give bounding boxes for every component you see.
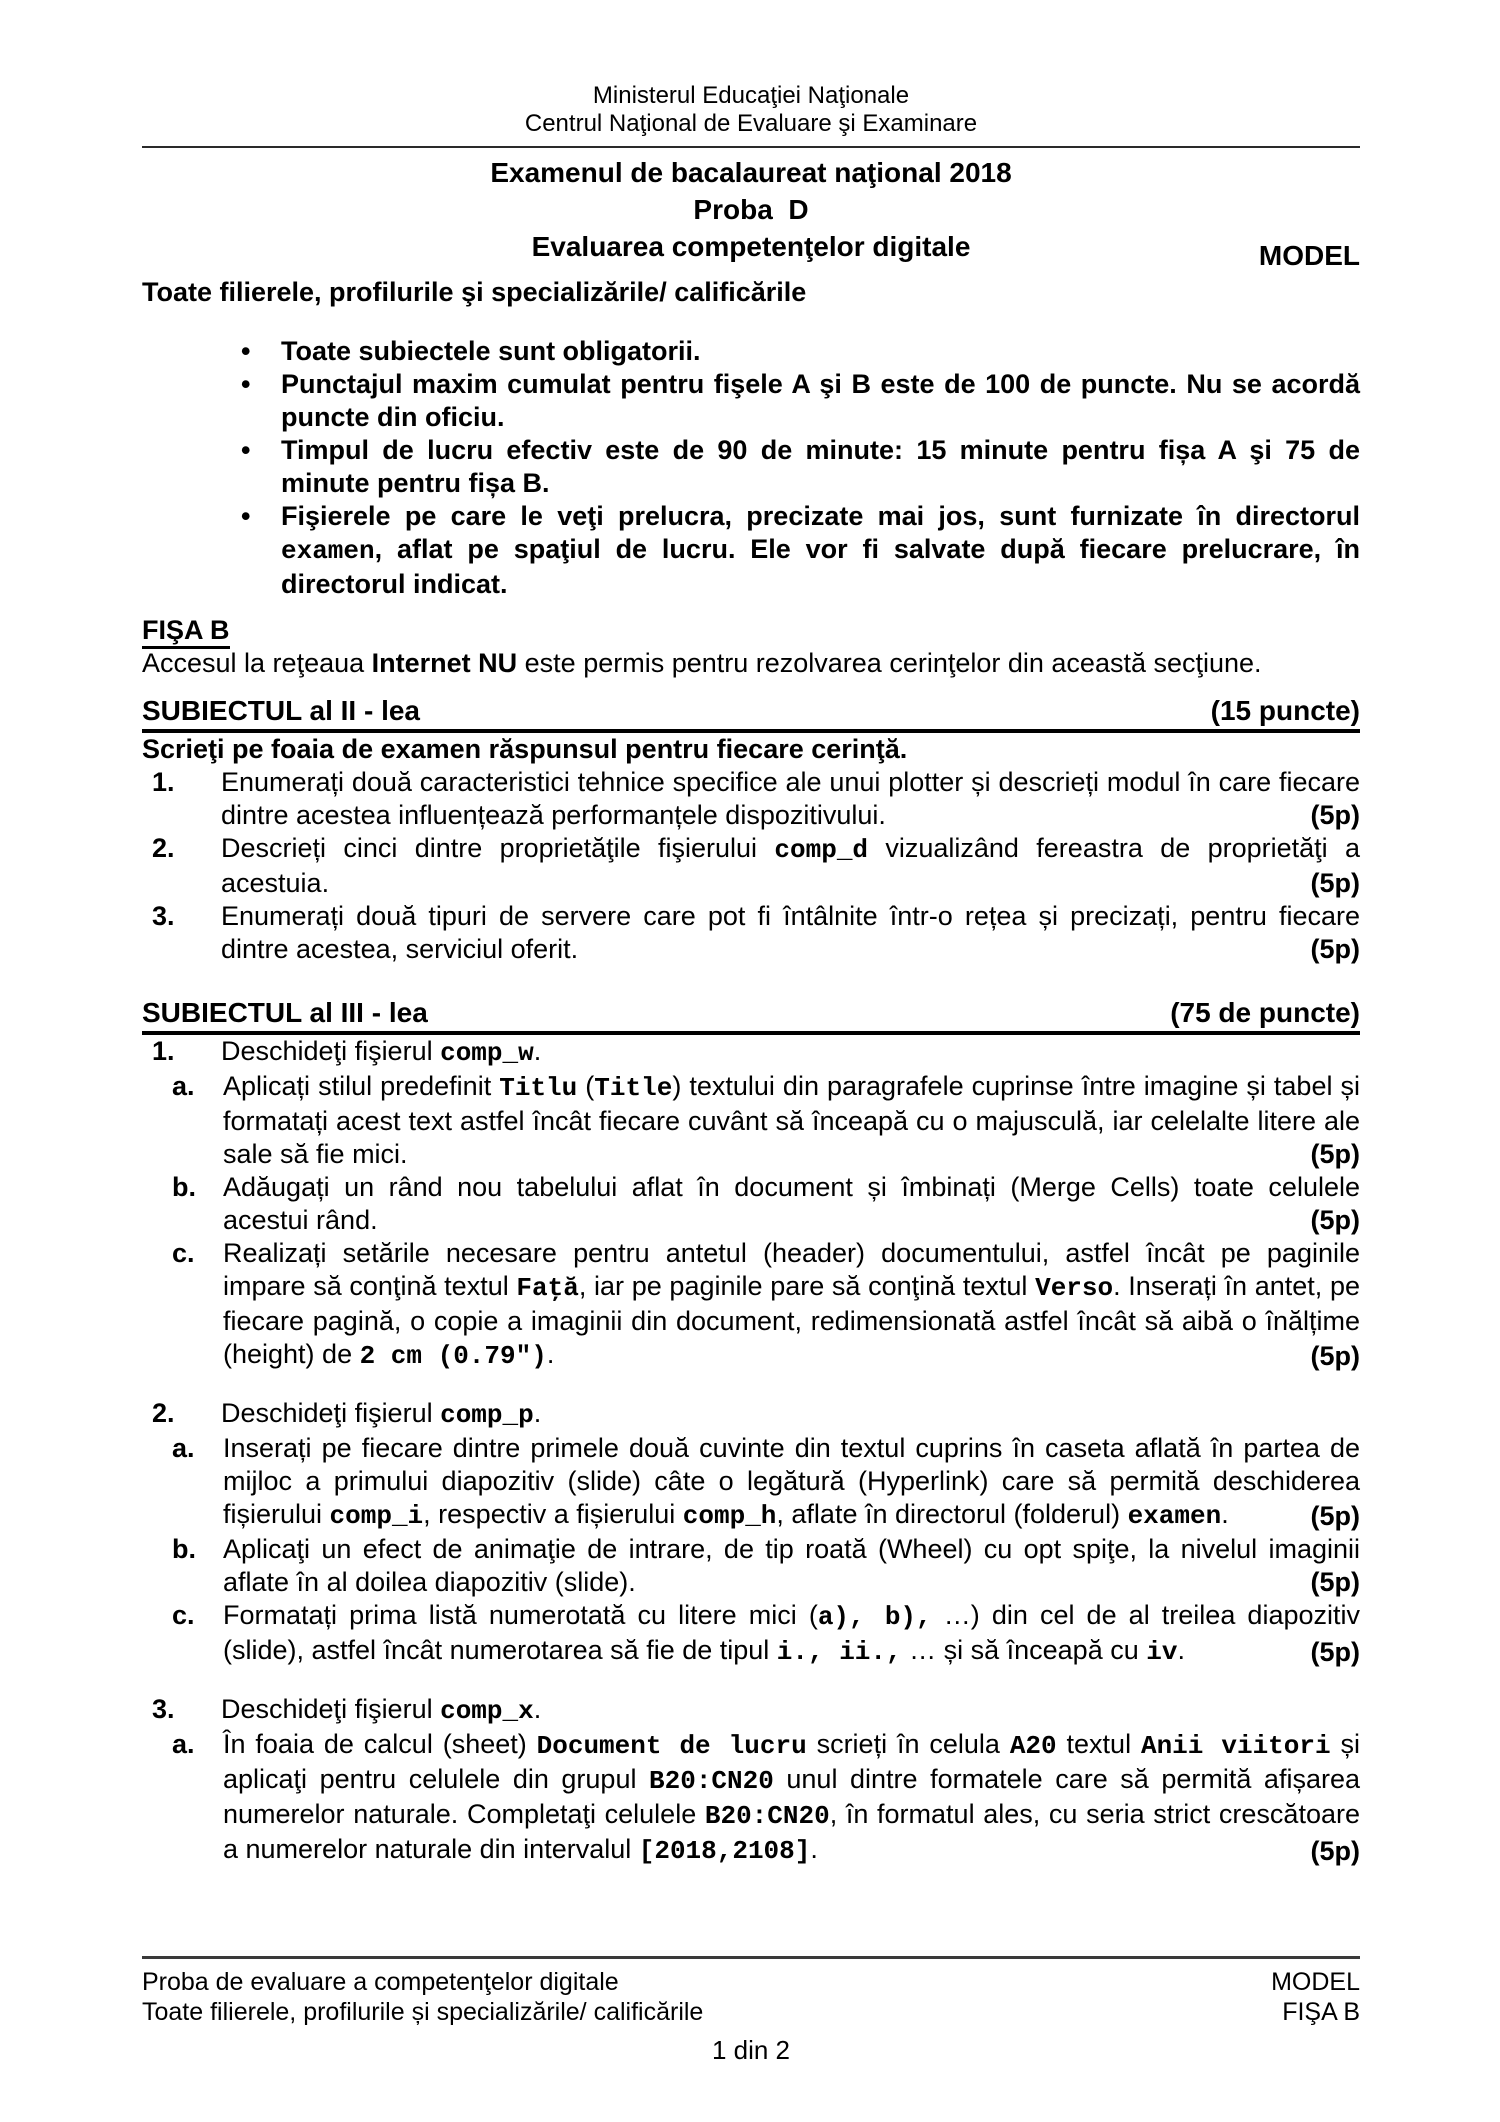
subtask-a [142, 1728, 1360, 1868]
footer-fisa-label: FIŞA B [1282, 1998, 1360, 2026]
footer-audience: Toate filierele, profilurile și specializările/ calificările [142, 1998, 704, 2026]
subject3-heading-text: SUBIECTUL al III - lea [142, 997, 428, 1028]
bullet-icon: • [241, 369, 251, 399]
subject2-heading-text: SUBIECTUL al II - lea [142, 695, 420, 726]
general-notes-list [142, 335, 1360, 601]
subject2-item-3 [142, 900, 1360, 966]
points-badge: (5p) [1303, 799, 1361, 832]
list-item [142, 500, 1360, 601]
subject3-task-2 [142, 1397, 1360, 1669]
subject2-points: (15 puncte) [1210, 695, 1360, 726]
item-rich-text: Enumerați două caracteristici tehnice specifice ale unui plotter și descrieți modul în care fiecare dintre acestea influențează performanțele dispozitivului. [221, 767, 1360, 830]
note-text: Toate subiectele sunt obligatorii. [281, 336, 701, 366]
item-text [221, 900, 1360, 966]
subject3-task-3 [142, 1693, 1360, 1868]
footer-row [142, 1967, 1360, 2027]
subtask-a [142, 1070, 1360, 1171]
item-text: Deschideţi fişierul comp_w. [221, 1036, 542, 1068]
item-letter: b. [172, 1534, 196, 1564]
item-rich-text: Aplicați stilul predefinit Titlu (Title) textului din paragrafele cuprinse între imagine și tabel și formatați acest text astfel încât fiecare cuvânt să înceapă cu o majusculă, iar celelalte litere ale sale să fie mici. [223, 1071, 1360, 1169]
subtask-b [142, 1533, 1360, 1599]
item-text [223, 1432, 1360, 1533]
org-center-line: Centrul Naţional de Evaluare şi Examinare [524, 110, 978, 137]
note-text: Timpul de lucru efectiv este de 90 de minute: 15 minute pentru fișa A şi 75 de minute pentru fișa B. [281, 435, 1360, 498]
item-text: Deschideţi fişierul comp_p. [221, 1398, 542, 1430]
bullet-icon: • [241, 435, 251, 465]
points-badge: (5p) [1303, 1636, 1361, 1669]
item-text [223, 1728, 1360, 1868]
page-number: 1 din 2 [711, 2035, 791, 2065]
item-rich-text: Enumerați două tipuri de servere care pot fi întâlnite într-o rețea și precizați, pentru fiecare dintre acestea, serviciul oferit. [221, 901, 1360, 964]
points-badge: (5p) [1303, 1204, 1361, 1237]
footer-exam-name: Proba de evaluare a competenţelor digitale [142, 1968, 619, 1996]
points-badge: (5p) [1303, 1138, 1361, 1171]
item-letter: a. [172, 1433, 195, 1463]
footer-model-label: MODEL [1271, 1968, 1360, 1996]
subject2-instruction: Scrieţi pe foaia de examen răspunsul pentru fiecare cerinţă. [142, 734, 908, 764]
footer-right [1271, 1967, 1360, 2027]
item-text [221, 766, 1360, 832]
subtask-c [142, 1599, 1360, 1669]
bullet-icon: • [241, 336, 251, 366]
item-number: 2. [152, 833, 175, 863]
item-letter: c. [172, 1600, 195, 1630]
item-rich-text: Adăugați un rând nou tabelului aflat în document și îmbinați (Merge Cells) toate celulele acestui rând. [223, 1172, 1360, 1235]
note-text: Punctajul maxim cumulat pentru fişele A şi B este de 100 de puncte. Nu se acordă puncte din oficiu. [281, 369, 1360, 432]
points-badge: (5p) [1303, 933, 1361, 966]
item-letter: a. [172, 1071, 195, 1101]
subtask-b [142, 1171, 1360, 1237]
subject2-item-2 [142, 832, 1360, 900]
subject3-heading [142, 996, 1360, 1035]
subtask-a [142, 1432, 1360, 1533]
org-name-line: Ministerul Educaţiei Naţionale [592, 82, 910, 109]
item-rich-text: Realizați setările necesare pentru antetul (header) documentului, astfel încât pe paginile impare să conţină textul Faţă, iar pe paginile pare să conţină textul Verso. Inserați în antet, pe fiecare pagină, o copie a imaginii din document, redimensionată astfel încât să aibă o înălțime (height) de 2 cm (0.79″). [223, 1238, 1361, 1371]
header-divider [142, 146, 1360, 148]
item-text [223, 1171, 1360, 1237]
audience-line: Toate filierele, profilurile şi specializările/ calificările [142, 277, 807, 307]
points-badge: (5p) [1303, 1500, 1361, 1533]
subject2-heading [142, 694, 1360, 733]
item-number: 1. [152, 1036, 175, 1066]
item-number: 2. [152, 1398, 175, 1428]
list-item [142, 434, 1360, 500]
points-badge: (5p) [1303, 1835, 1361, 1868]
bullet-icon: • [241, 501, 251, 531]
internet-access-note: Accesul la reţeaua Internet NU este permis pentru rezolvarea cerinţelor din această secţiune. [142, 648, 1262, 678]
item-rich-text: În foaia de calcul (sheet) Document de lucru scrieți în celula A20 textul Anii viitori și aplicaţi pentru celulele din grupul B20:CN20 unul dintre formatele care să permită afișarea numerelor naturale. Completaţi celulele B20:CN20, în formatul ales, cu seria strict crescătoare a numerelor naturale din intervalul [2018,2108]. [223, 1729, 1360, 1866]
item-letter: c. [172, 1238, 195, 1268]
page-footer [142, 1956, 1360, 2065]
item-letter: b. [172, 1172, 196, 1202]
item-text: Deschideţi fişierul comp_x. [221, 1694, 542, 1726]
item-rich-text: Inserați pe fiecare dintre primele două cuvinte din textul cuprins în caseta aflată în partea de mijloc a primului diapozitiv (slide) câte o legătură (Hyperlink) care să permită deschiderea fișierului comp_i, respectiv a fișierului comp_h, aflate în directorul (folderul) examen. [223, 1433, 1360, 1531]
list-item [142, 368, 1360, 434]
item-rich-text: Aplicaţi un efect de animaţie de intrare, de tip roată (Wheel) cu opt spiţe, la nivelul imaginii aflate în al doilea diapozitiv (slide). [223, 1534, 1360, 1597]
fisa-b-heading-text: FIŞA B [142, 615, 230, 649]
item-number: 3. [152, 1694, 175, 1724]
item-rich-text: Formatați prima listă numerotată cu litere mici (a), b), …) din cel de al treilea diapozitiv (slide), astfel încât numerotarea să fie de tipul i., ii., … și să înceapă cu iv. [223, 1600, 1360, 1667]
task-intro [142, 1397, 1360, 1432]
exam-subject-title: Evaluarea competenţelor digitale [531, 231, 971, 262]
fisa-b-heading [142, 614, 1360, 647]
points-badge: (5p) [1303, 867, 1361, 900]
subject3-task-1 [142, 1035, 1360, 1373]
item-text [223, 1237, 1360, 1373]
subtask-c [142, 1237, 1360, 1373]
subject3-points: (75 de puncte) [1170, 997, 1360, 1028]
item-number: 1. [152, 767, 175, 797]
footer-left [142, 1967, 703, 2027]
item-letter: a. [172, 1729, 195, 1759]
item-number: 3. [152, 901, 175, 931]
task-intro [142, 1693, 1360, 1728]
item-text [223, 1533, 1360, 1599]
subject2-item-1 [142, 766, 1360, 832]
exam-proba-title: Proba D [693, 194, 809, 225]
item-text [221, 832, 1360, 900]
item-text [223, 1599, 1360, 1669]
item-text [223, 1070, 1360, 1171]
item-rich-text: Descrieți cinci dintre proprietăţile fişierului comp_d vizualizând fereastra de proprietăţi a acestuia. [221, 833, 1360, 898]
model-badge: MODEL [1258, 240, 1360, 271]
list-item [142, 335, 1360, 368]
task-intro [142, 1035, 1360, 1070]
points-badge: (5p) [1303, 1566, 1361, 1599]
note-text: Fişierele pe care le veţi prelucra, precizate mai jos, sunt furnizate în directorul examen, aflat pe spaţiul de lucru. Ele vor fi salvate după fiecare prelucrare, în directorul indicat. [281, 501, 1360, 599]
points-badge: (5p) [1303, 1340, 1361, 1373]
page-title: Examenul de bacalaureat naţional 2018 [490, 157, 1012, 188]
